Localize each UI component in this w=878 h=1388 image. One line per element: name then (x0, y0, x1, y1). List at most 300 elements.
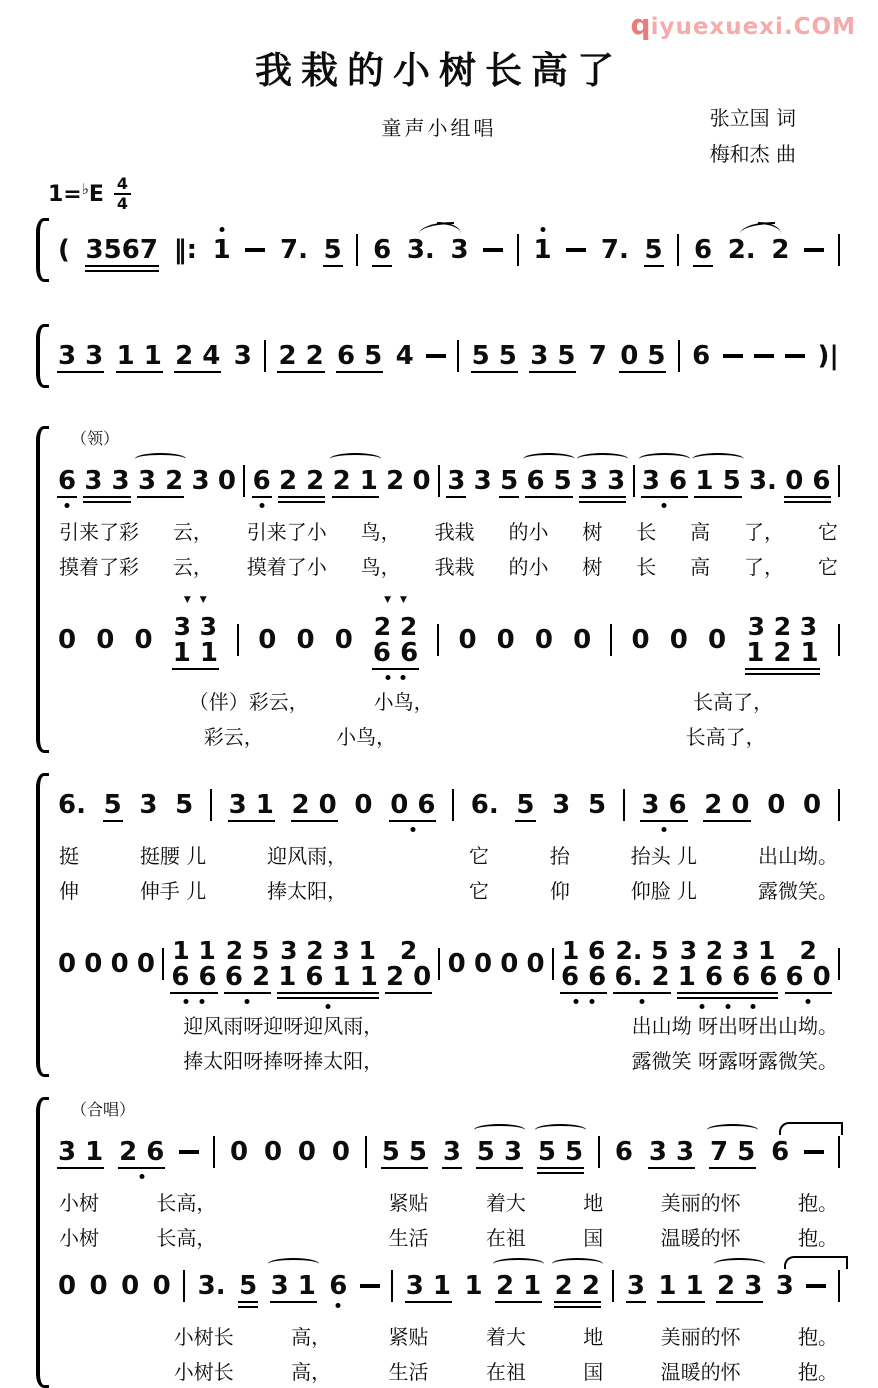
underline (641, 496, 688, 498)
chord-upper: 2 (399, 936, 418, 965)
rest-note: 0 (152, 1271, 171, 1301)
note: 3567 (85, 236, 159, 264)
barline (243, 465, 245, 497)
note: 5 (500, 466, 519, 496)
lyric-segment: 了， (744, 520, 785, 544)
note: 1 1 (116, 341, 162, 371)
rest-note: 0 (458, 625, 477, 655)
underline (703, 820, 750, 822)
underline (554, 1301, 601, 1303)
note: 7. (280, 235, 309, 265)
note: 3 (473, 466, 492, 496)
lyric-segment: 美丽的怀 (660, 1191, 741, 1215)
barline (610, 624, 612, 656)
lyric-segment: 在祖 (485, 1360, 526, 1384)
rest-note: 0 (217, 466, 236, 496)
rest-note: 0 (297, 1137, 316, 1167)
note: 6 (57, 467, 77, 495)
slur-arc (639, 453, 690, 465)
lyric-segment: 长 (636, 555, 657, 579)
underline (252, 496, 272, 498)
chord-upper: 3 3 (173, 612, 218, 641)
system-bracket-icon (36, 324, 49, 388)
note: 5 5 (381, 1137, 427, 1167)
chord (677, 937, 779, 991)
octave-dot-below (401, 675, 406, 680)
chord-upper: 3 2 3 1 (679, 936, 776, 965)
underline (277, 371, 324, 373)
underline (694, 496, 741, 498)
barline (838, 1136, 840, 1168)
lyric-segment: 着大 (485, 1325, 526, 1349)
barline (612, 1270, 614, 1302)
lyric-segment: 鸟， (360, 520, 401, 544)
lyric-segment: 仰 (549, 879, 570, 903)
rest-note: 0 (767, 790, 786, 820)
verse-lyrics-2 (59, 875, 838, 904)
tie-bracket (784, 1256, 848, 1269)
chord-lower: 6 6 (171, 962, 217, 992)
dash-note (426, 354, 446, 358)
chord-lower: 1 6 1 1 (278, 962, 378, 992)
chord-lower: 1 2 1 (746, 638, 819, 668)
octave-dot-below (245, 999, 250, 1004)
note: 6 (373, 235, 392, 265)
note: 5 (175, 790, 194, 820)
system-bracket-icon (36, 1097, 49, 1388)
rest-note: 0 (134, 625, 153, 655)
underline (515, 820, 535, 822)
underline (238, 1301, 258, 1303)
underline (613, 992, 670, 994)
note: 6 (693, 235, 713, 265)
lyric-segment: 长高了， (685, 725, 766, 749)
rest-note: 0 (354, 790, 373, 820)
underline (381, 1167, 428, 1169)
lyric-segment: 小鸟， (336, 725, 397, 749)
note: 3 (552, 790, 571, 820)
chorus2-lyrics-2 (59, 1356, 838, 1385)
underline (372, 265, 392, 267)
note: 3 (775, 1272, 795, 1300)
underline (554, 1306, 601, 1308)
key-note: E (88, 181, 104, 207)
rest-note: 0 (258, 625, 277, 655)
section-label: （合唱） (71, 1100, 136, 1119)
note: 2 3 (716, 1272, 763, 1300)
barline (678, 340, 680, 372)
underline (278, 496, 325, 498)
slur-arc (692, 453, 743, 465)
barline (438, 465, 440, 497)
underline (677, 997, 779, 999)
rest-note: 0 (136, 949, 155, 979)
slur-arc (493, 1258, 544, 1270)
octave-dot-below (259, 503, 264, 508)
underline (137, 496, 184, 498)
lyricist-credit: 张立国 词 (709, 106, 796, 130)
underline (529, 371, 576, 373)
underline (709, 1167, 756, 1169)
note: 5 3 (476, 1138, 523, 1166)
dash-note (754, 354, 774, 358)
flat-icon: ♭ (81, 179, 89, 198)
note: 6 (614, 1137, 633, 1167)
note: 2 6 (118, 1138, 165, 1166)
underline (785, 992, 832, 994)
verse-lyrics-1 (59, 840, 838, 869)
accent-marks: ▼▼ (384, 595, 416, 605)
lyric-segment: 出山坳。 (757, 844, 838, 868)
slur-arc (535, 1124, 586, 1136)
underline (495, 1301, 542, 1303)
lyric-segment: 云， (172, 555, 213, 579)
header-subrow (36, 98, 842, 174)
underline (619, 371, 666, 373)
lyric-segment: 树 (582, 555, 603, 579)
chord-upper: 3 2 3 1 (280, 936, 376, 965)
underline (745, 668, 819, 670)
rest-note: 0 (573, 625, 592, 655)
note: 2. (727, 236, 757, 264)
barline (838, 789, 840, 821)
underline (278, 501, 325, 503)
lyric-segment: 生活 (388, 1360, 429, 1384)
underline (499, 496, 519, 498)
barline (183, 1270, 185, 1302)
underline (677, 992, 779, 994)
system-bracket-icon (36, 773, 49, 1077)
lyric-segment: 迎风雨， (267, 844, 348, 868)
system-content (55, 218, 842, 282)
octave-dot-below (336, 1303, 341, 1308)
lyric-segment: 长高， (156, 1191, 217, 1215)
barline (365, 1136, 367, 1168)
note: 3 (449, 236, 469, 264)
rest-note: 0 (496, 625, 515, 655)
key-prefix: 1=♭E (48, 179, 104, 207)
note: 3 1 (228, 790, 274, 820)
note: 3 1 (270, 1272, 317, 1300)
underline (626, 1301, 646, 1303)
barline (677, 234, 679, 266)
note: 6 5 (525, 467, 572, 495)
octave-dot-below (199, 999, 204, 1004)
lyric-segment: 紧贴 (388, 1325, 429, 1349)
watermark-logo-q: q (630, 8, 651, 41)
note: 6 (328, 1272, 348, 1300)
lyric-segment: 云， (172, 520, 213, 544)
lyric-segment: 国 (583, 1360, 604, 1384)
underline (323, 265, 343, 267)
lyric-segment: 高 (690, 520, 711, 544)
chord-lower: 1 6 6 6 (677, 962, 778, 992)
chord-lower: 6 0 (785, 962, 831, 992)
underline (270, 1301, 317, 1303)
chord-lower: 6 2 (224, 962, 271, 992)
barline (838, 948, 840, 980)
underline (85, 270, 159, 272)
lyric-segment: 鸟， (360, 555, 401, 579)
lyric-segment: 小树长 (173, 1360, 234, 1384)
barline (162, 948, 164, 980)
barline (623, 789, 625, 821)
note: 5 5 (537, 1138, 584, 1166)
barline (517, 234, 519, 266)
barline (264, 340, 266, 372)
slur-arc (758, 222, 781, 234)
rest-note: 0 (447, 949, 466, 979)
octave-dot-below (326, 1004, 331, 1009)
rest-note: 0 (412, 466, 431, 496)
lyric-segment: 挺 (59, 844, 79, 868)
chord-upper: 2 (799, 936, 817, 965)
lyric-segment: 长高， (156, 1226, 217, 1250)
barline (210, 789, 212, 821)
lyric-segment: 我栽 (434, 555, 475, 579)
note: 4 (395, 341, 414, 371)
lyric-segment: 伸手 儿 (139, 879, 207, 903)
lyric-segment: 美丽的怀 (660, 1325, 741, 1349)
rest-note: 0 (526, 949, 545, 979)
section-label: （领） (71, 429, 120, 448)
chord (224, 937, 271, 991)
note: 3 1 (58, 1137, 104, 1167)
underline (57, 371, 104, 373)
underline (291, 820, 338, 822)
underline (172, 668, 219, 670)
chord-upper: 2 2 (373, 612, 418, 641)
octave-dot-below (385, 675, 390, 680)
dash-note (566, 248, 586, 252)
note: )| (817, 341, 839, 371)
rest-note: 0 (802, 790, 822, 820)
note: 3 (447, 466, 466, 496)
dash-note (806, 1284, 826, 1288)
system-bracket-icon (36, 218, 49, 282)
underline (389, 820, 436, 822)
underline (537, 1167, 584, 1169)
barline (838, 465, 840, 497)
underline (57, 496, 77, 498)
system-content (55, 426, 842, 753)
underline (640, 820, 687, 822)
underline (85, 265, 159, 267)
lyric-segment: 挺腰 儿 (139, 844, 207, 868)
note: 2 0 (704, 790, 750, 820)
dash-note (804, 248, 824, 252)
barline (457, 340, 459, 372)
rest-note: 0 (473, 949, 493, 979)
note: 5 (516, 790, 535, 820)
chord-lower: 2 0 (386, 962, 432, 992)
lyric-segment: 它 (817, 520, 838, 544)
note: 3. (748, 466, 777, 496)
note: 3 2 (137, 467, 184, 495)
watermark (631, 8, 856, 41)
rest-note: 0 (96, 625, 115, 655)
lead-melody-line (57, 465, 840, 497)
underline (745, 673, 819, 675)
octave-dot-below (661, 827, 666, 832)
intro-line-2 (57, 340, 840, 372)
octave-dot-below (139, 1174, 144, 1179)
rest-note: 0 (58, 949, 77, 979)
system-bracket-icon (36, 426, 49, 753)
lyric-segment: 小树长 (173, 1325, 234, 1349)
lyric-segment: 长高了， (693, 690, 774, 714)
barline (391, 1270, 393, 1302)
lyric-segment: 我栽 (434, 520, 475, 544)
key-signature (48, 174, 842, 214)
note: 5 (587, 790, 607, 820)
note: 3 (139, 790, 158, 820)
octave-dot-below (700, 1004, 705, 1009)
barline (356, 234, 358, 266)
lyric-segment: 抱。 (798, 1226, 838, 1250)
underline (405, 1301, 452, 1303)
octave-dot-below (662, 503, 667, 508)
system-lead (36, 426, 842, 753)
underline (784, 496, 831, 498)
slur-arc (577, 453, 628, 465)
underline (238, 1306, 258, 1308)
note: 5 (323, 235, 342, 265)
rest-note: 0 (707, 625, 727, 655)
note: 3. (406, 236, 436, 264)
lyric-segment: 迎风雨呀迎呀迎风雨， (183, 1014, 384, 1038)
lyric-segment: 生活 (388, 1226, 429, 1250)
lyric-segment: 露微笑。 (757, 879, 838, 903)
intro-line-1 (57, 234, 840, 266)
underline (385, 992, 432, 994)
lyric-segment: 摸着了彩 (59, 555, 139, 579)
lyric-segment: 引来了彩 (59, 520, 139, 544)
octave-dot-below (806, 999, 811, 1004)
note: 6 (770, 1138, 790, 1166)
underline (277, 997, 379, 999)
slur-arc (135, 453, 186, 465)
system-content (55, 773, 842, 1077)
underline (537, 1172, 584, 1174)
note: 3 6 (640, 791, 687, 819)
rest-note: 0 (669, 625, 688, 655)
note: 3 (191, 466, 210, 496)
lyric-segment: 它 (468, 879, 489, 903)
dash-note (360, 1284, 380, 1288)
underline (442, 1167, 462, 1169)
rest-note: 0 (58, 625, 77, 655)
note: ‖: (173, 235, 197, 265)
rest-note: 0 (296, 625, 315, 655)
note: 2 0 (291, 790, 337, 820)
note: 3 3 (58, 341, 104, 371)
note: 2 2 (554, 1272, 601, 1300)
lyric-segment: 地 (583, 1325, 604, 1349)
meter-numerator: 4 (114, 175, 131, 195)
note: 0 6 (784, 467, 831, 495)
lyric-segment: 仰脸 儿 (630, 879, 698, 903)
barline (598, 1136, 600, 1168)
octave-dot-below (750, 1004, 755, 1009)
note: 1 (464, 1271, 483, 1301)
barline (633, 465, 635, 497)
accomp-lyrics-1 (59, 686, 838, 715)
rest-note: 0 (58, 1271, 77, 1301)
lyric-segment: 捧太阳， (267, 879, 348, 903)
lyric-segment: 露微笑 呀露呀露微笑。 (631, 1049, 838, 1073)
note: 3 (442, 1137, 461, 1167)
note: 3 1 (405, 1271, 451, 1301)
system-intro-2 (36, 324, 842, 388)
underline (332, 496, 379, 498)
underline (784, 501, 831, 503)
underline (170, 992, 217, 994)
rest-note: 0 (263, 1137, 283, 1167)
underline (277, 992, 379, 994)
lyric-segment: 温暖的怀 (660, 1226, 741, 1250)
lyric-segment: 树 (582, 520, 603, 544)
barline (213, 1136, 215, 1168)
time-signature (114, 175, 131, 212)
barline (237, 624, 239, 656)
underline (174, 371, 221, 373)
note: 2 1 (495, 1272, 542, 1300)
lead-lyrics-2 (59, 551, 838, 580)
dash-note (179, 1150, 199, 1154)
note: 0 5 (620, 341, 666, 371)
note: 5 5 (471, 341, 517, 371)
note: 2 1 (332, 467, 379, 495)
barline (452, 789, 454, 821)
note: 3 3 (579, 467, 626, 495)
rest-note: 0 (84, 949, 103, 979)
underline (224, 992, 271, 994)
underline (228, 820, 275, 822)
lyric-segment: 的小 (508, 555, 549, 579)
rest-note: 0 (229, 1137, 249, 1167)
note: 2 4 (175, 341, 221, 371)
lyric-segment: 小树 (59, 1191, 99, 1215)
song-title: 我栽的小树长高了 (255, 48, 623, 92)
underline (57, 1167, 104, 1169)
dash-note (785, 354, 805, 358)
lyric-segment: 引来了小 (246, 520, 327, 544)
lyric-segment: 它 (817, 555, 838, 579)
chord (560, 937, 607, 991)
lyric-segment: 抱。 (798, 1191, 838, 1215)
underline (83, 496, 130, 498)
slur-arc (707, 1124, 758, 1136)
song-subtitle: 童声小组唱 (381, 116, 497, 140)
chord-lower: 6 6 (561, 962, 607, 992)
chord (372, 595, 419, 668)
system-intro-1 (36, 218, 842, 282)
rest-note: 0 (631, 625, 650, 655)
chorus-bottom-line (57, 1270, 840, 1302)
octave-dot-below (589, 999, 594, 1004)
chorus-lyrics-2 (59, 1222, 838, 1251)
chord (170, 937, 217, 991)
rest-note: 0 (534, 625, 553, 655)
lyric-segment: 彩云， (203, 725, 264, 749)
note: 1 (533, 236, 553, 264)
chord-lower: 6 6 (372, 638, 419, 668)
lyric-segment: 高 (690, 555, 711, 579)
note: 2 2 (278, 467, 325, 495)
underline (525, 496, 572, 498)
rest-note: 0 (331, 1137, 350, 1167)
